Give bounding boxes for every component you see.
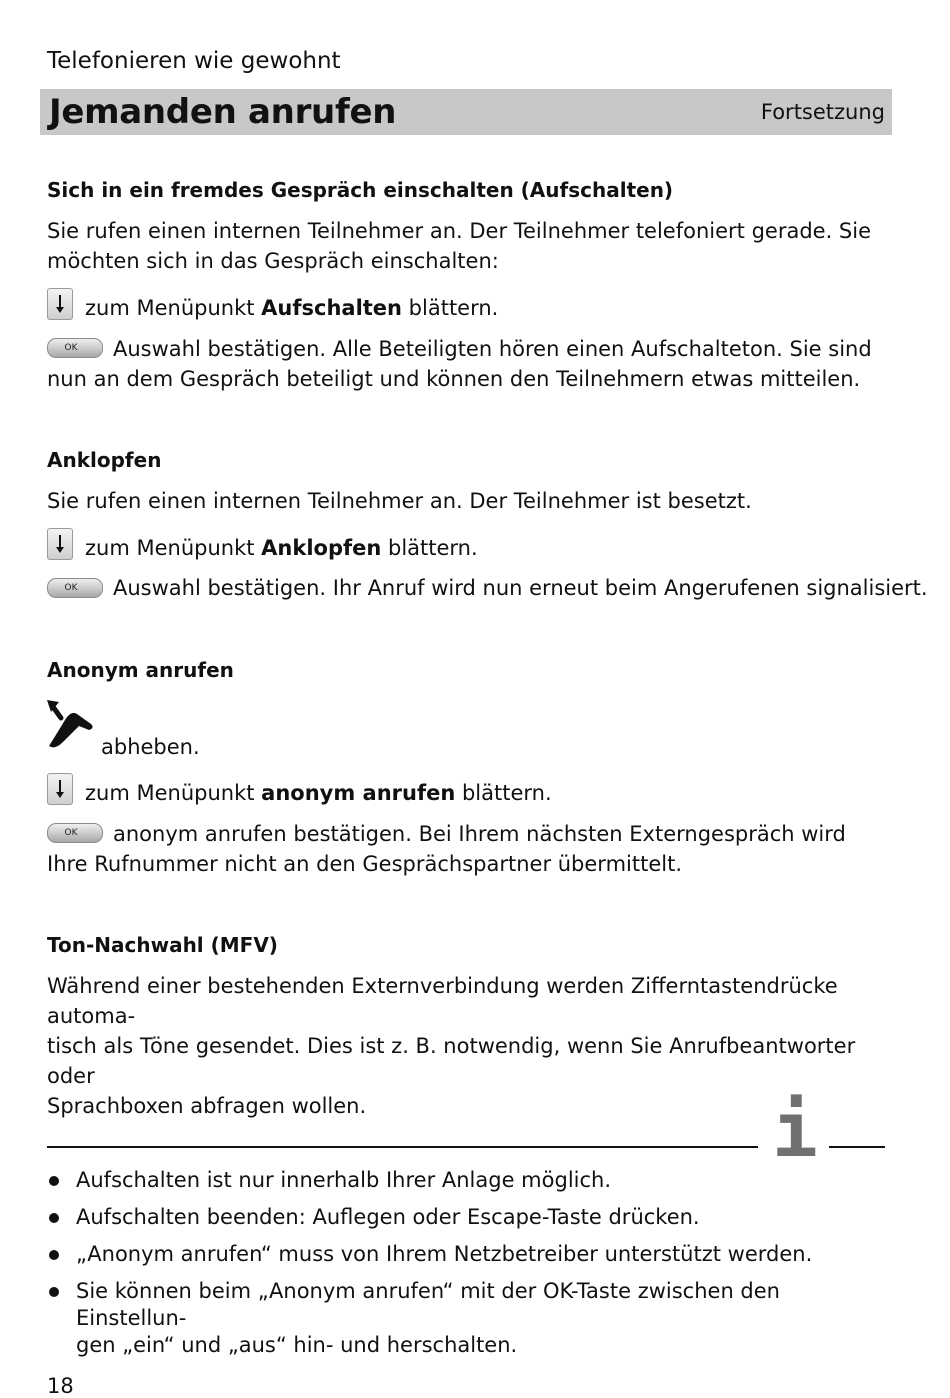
- aufschalten-step-scroll: zum Menüpunkt Aufschalten blättern.: [85, 296, 499, 320]
- down-arrow-key-icon: [47, 528, 73, 560]
- list-item: „Anonym anrufen“ muss von Ihrem Netzbetreiber unterstützt werden.: [47, 1241, 887, 1268]
- list-item: Sie können beim „Anonym anrufen“ mit der OK-Taste zwischen den Einstellun- gen „ein“ und „aus“ hin- und herschalten.: [47, 1278, 887, 1359]
- anonym-heading: Anonym anrufen: [47, 658, 234, 682]
- anonym-step-lift: abheben.: [101, 735, 200, 759]
- page-title: Jemanden anrufen: [49, 92, 397, 132]
- anonym-step-confirm: anonym anrufen bestätigen. Bei Ihrem nächsten Externgespräch wird Ihre Rufnummer nicht an den Gesprächspartner übermittelt.: [47, 822, 846, 876]
- section-label: Telefonieren wie gewohnt: [47, 48, 341, 74]
- down-arrow-key-icon: [47, 288, 73, 320]
- info-icon: i: [772, 1085, 818, 1174]
- info-rule-left: [47, 1146, 758, 1148]
- page-number: 18: [47, 1374, 74, 1398]
- aufschalten-intro: Sie rufen einen internen Teilnehmer an. Der Teilnehmer telefoniert gerade. Sie möchten sich in das Gespräch einschalten:: [47, 219, 872, 273]
- anklopfen-step-confirm: Auswahl bestätigen. Ihr Anruf wird nun erneut beim Angerufenen signalisiert.: [113, 576, 928, 600]
- anklopfen-heading: Anklopfen: [47, 448, 162, 472]
- aufschalten-step-confirm: Auswahl bestätigen. Alle Beteiligten hören einen Aufschalteton. Sie sind nun an dem Gespräch beteiligt und können den Teilnehmern etwas mitteilen.: [47, 337, 872, 391]
- continuation-label: Fortsetzung: [760, 100, 885, 124]
- list-item: Aufschalten ist nur innerhalb Ihrer Anlage möglich.: [47, 1167, 887, 1194]
- down-arrow-key-icon: [47, 773, 73, 805]
- nachwahl-heading: Ton-Nachwahl (MFV): [47, 933, 278, 957]
- title-bar: [40, 89, 892, 135]
- info-rule-right: [829, 1146, 885, 1148]
- ok-key-icon: OK: [47, 578, 103, 598]
- nachwahl-body: Während einer bestehenden Externverbindung werden Zifferntastendrücke automa- tisch als Töne gesendet. Dies ist z. B. notwendig, wenn Sie Anrufbeantworter oder Sprachboxen abfragen wollen.: [47, 974, 856, 1118]
- anonym-step-scroll: zum Menüpunkt anonym anrufen blättern.: [85, 781, 552, 805]
- list-item: Aufschalten beenden: Auflegen oder Escape-Taste drücken.: [47, 1204, 887, 1231]
- anklopfen-step-scroll: zum Menüpunkt Anklopfen blättern.: [85, 536, 478, 560]
- info-bullet-list: [47, 1167, 887, 1369]
- anklopfen-intro: Sie rufen einen internen Teilnehmer an. Der Teilnehmer ist besetzt.: [47, 489, 752, 513]
- aufschalten-heading: Sich in ein fremdes Gespräch einschalten (Aufschalten): [47, 178, 674, 202]
- ok-key-icon: OK: [47, 338, 103, 358]
- lift-handset-icon: [45, 698, 97, 752]
- ok-key-icon: OK: [47, 823, 103, 843]
